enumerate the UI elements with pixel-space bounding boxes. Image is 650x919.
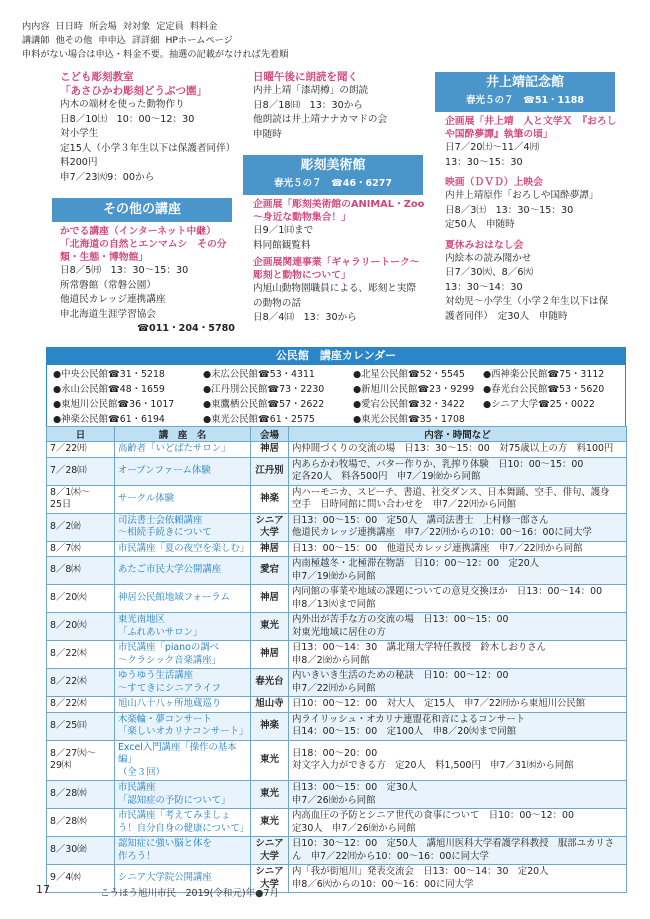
sonota-subtitle: 「北海道の自然とエンマムシ その分類・生態・博物館」 — [60, 239, 227, 263]
rodoku-section — [253, 70, 423, 142]
cell-detail: 内あらかわ牧場で、バター作りか、乳搾り体験 日10：00～15：00 定各20人 料各500円 申7／19㈮から同館 — [289, 457, 627, 485]
legend-line-2 — [22, 34, 632, 48]
calendar-body — [47, 442, 627, 893]
cell-title: 市民講座 「認知症の予防について」 — [115, 781, 251, 809]
cell-date: 8／30㈮ — [47, 837, 115, 865]
calendar-title: 公民館 講座カレンダー — [46, 347, 626, 365]
facility: ●末広公民館☎53・4311 — [203, 369, 315, 380]
cell-venue: 愛宕 — [251, 557, 289, 585]
cell-date: 8／20㈫ — [47, 585, 115, 613]
table-row — [47, 457, 627, 485]
legend-line-1 — [22, 20, 632, 34]
cell-detail: 内仲間づくりの交流の場 日13：30～15：00 対75歳以上の方 料100円 — [289, 442, 627, 458]
cell-date: 9／4㈬ — [47, 865, 115, 893]
cell-venue: シニア 大学 — [251, 865, 289, 893]
cell-date: 8／25㈰ — [47, 712, 115, 740]
chokoku-name: 彫刻美術館 — [300, 158, 366, 173]
legend-item: 所会場 — [89, 21, 117, 32]
table-row — [47, 541, 627, 557]
table-row — [47, 585, 627, 613]
kodomo-section — [60, 70, 235, 185]
legend-item: 対対象 — [122, 21, 151, 32]
table-row — [47, 669, 627, 697]
chokoku-item1-title: 企画展「彫刻美術館のANIMAL・Zoo～身近な動物集合！」 — [253, 199, 425, 223]
chokoku-section — [253, 198, 425, 326]
cell-detail: 内同館の事業や地域の課題についての意見交換ほか 日13：00～14：00 申8／13㈫まで同館 — [289, 585, 627, 613]
table-row — [47, 697, 627, 713]
table-row — [47, 513, 627, 541]
cell-venue: 旭山寺 — [251, 697, 289, 713]
facility: ●東鷹栖公民館☎57・2622 — [203, 399, 325, 410]
calendar-header-row — [47, 427, 627, 442]
facility-list — [46, 365, 626, 429]
cell-venue: 東光 — [251, 781, 289, 809]
cell-title: 市民講座「考えてみましょう！自分自身の健康について」 — [115, 809, 251, 837]
legend-item: 日日時 — [55, 21, 84, 32]
cell-venue: 神居 — [251, 585, 289, 613]
facility: ●江丹別公民館☎73・2230 — [203, 384, 325, 395]
cell-title: あたご市民大学公開講座 — [115, 557, 251, 585]
inoue-item1-body: 日7／20㈯～11／4㈪ 13：30～15：30 — [445, 142, 540, 168]
cell-title: オープンファーム体験 — [115, 457, 251, 485]
rodoku-body: 内井上靖「漆胡樽」の朗読 日8／18㈰ 13：30から 他朗読は井上靖ナナカマドの会 申随時 — [253, 85, 388, 140]
cell-detail: 内ライリッシュ・オカリナ連盟花和音によるコンサート 日14：00～15：00 定100人 申8／20㈫まで同館 — [289, 712, 627, 740]
legend-item: 申申込 — [98, 35, 126, 46]
inoue-item2-title: 映画（ＤＶＤ）上映会 — [445, 177, 543, 188]
legend-item: 詳詳細 — [131, 35, 160, 46]
kodomo-body: 内木の端材を使った動物作り 日8／10㈯ 10：00～12：30 対小学生 定15人（小学３年生以下は保護者同伴） 料200円 申7／23㈫9：00から — [60, 99, 231, 183]
legend-item: 内内容 — [22, 21, 50, 32]
cell-venue: 神居 — [251, 442, 289, 458]
cell-title: 市民講座「夏の夜空を楽しむ」 — [115, 541, 251, 557]
cell-title: サークル体験 — [115, 485, 251, 513]
chokoku-item2-body: 内旭山動物園職員による、彫刻と実際の動物の話 日8／4㈰ 13：30から — [253, 283, 417, 323]
cell-date: 8／22㈭ — [47, 697, 115, 713]
col-title: 講 座 名 — [115, 427, 251, 442]
facility-row — [53, 382, 621, 397]
facility: ●東光公民館☎35・1708 — [353, 414, 465, 425]
cell-title: シニア大学院公開講座 — [115, 865, 251, 893]
chokoku-item2-title: 企画展関連事業「ギャラリートーク～彫刻と動物について」 — [253, 257, 420, 281]
cell-venue: 東光 — [251, 613, 289, 641]
table-row — [47, 442, 627, 458]
sonota-header: その他の講座 — [52, 198, 232, 222]
legend-item: 他その他 — [55, 35, 93, 46]
sonota-section — [60, 225, 235, 337]
cell-date: 8／20㈫ — [47, 613, 115, 641]
cell-detail: 日13：00～15：00 定30人 申7／26㈮から同館 — [289, 781, 627, 809]
cell-date: 8／8㈭ — [47, 557, 115, 585]
col-detail: 内容・時間など — [289, 427, 627, 442]
inoue-item3-title: 夏休みおはなし会 — [445, 239, 524, 251]
table-row — [47, 740, 627, 781]
cell-title: 東光南地区 「ふれあいサロン」 — [115, 613, 251, 641]
cell-detail: 内外出が苦手な方の交流の場 日13：00～15：00 対東光地域に居住の方 — [289, 613, 627, 641]
sonota-title: かでる講座（インターネット中継） — [60, 226, 216, 237]
legend — [22, 20, 632, 62]
cell-detail: 内いきいき生活のための秘訣 日10：00～12：00 申7／22㈪から同館 — [289, 669, 627, 697]
inoue-name: 井上靖記念館 — [485, 75, 564, 90]
cell-title: 司法書士会依頼講座 ～相続手続きについて — [115, 513, 251, 541]
cell-detail: 内ハーモニカ、スピーチ、書道、社交ダンス、日本舞踊、空手、俳句、護身 空手 日時同館に問い合わせを 申7／22㈪から同館 — [289, 485, 627, 513]
table-row — [47, 809, 627, 837]
col-date: 日 — [47, 427, 115, 442]
table-row — [47, 485, 627, 513]
legend-item: 料料金 — [189, 21, 218, 32]
rodoku-title: 日曜午後に朗読を聞く — [253, 71, 358, 83]
cell-venue: 江丹別 — [251, 457, 289, 485]
cell-date: 8／7㈬ — [47, 541, 115, 557]
table-row — [47, 641, 627, 669]
cell-date: 7／28㈰ — [47, 457, 115, 485]
cell-detail: 日13：00～14：30 講北翔大学特任教授 鈴木しおりさん 申8／2㈮から同館 — [289, 641, 627, 669]
cell-venue: 東光 — [251, 740, 289, 781]
inoue-address: 春光５の７ ☎51・1188 — [466, 95, 584, 106]
cell-title: 神居公民館地域フォーラム — [115, 585, 251, 613]
cell-date: 8／22㈭ — [47, 641, 115, 669]
sonota-body: 日8／5㈪ 13：30～15：30 所常磐館（常磐公園） 他道民カレッジ連携講座 申北海道生涯学習協会 — [60, 265, 189, 320]
col-venue: 会場 — [251, 427, 289, 442]
facility: ●新旭川公民館☎23・9299 — [353, 384, 475, 395]
cell-detail: 日13：00～15：00 他道民カレッジ連携講座 申7／22㈪から同館 — [289, 541, 627, 557]
inoue-item3-body: 内絵本の読み聞かせ 日7／30㈫、8／6㈫ 13：30～14：30 対幼児～小学生（小学２年生以下は保護者同伴） 定30人 申随時 — [445, 252, 609, 322]
facility-row — [53, 367, 621, 382]
legend-item: 講講師 — [22, 35, 50, 46]
page-number: 17 — [36, 883, 50, 896]
cell-title: 認知症に強い脳と体を 作ろう！ — [115, 837, 251, 865]
sonota-tel: ☎011・204・5780 — [137, 323, 235, 334]
cell-title: 旭山八十八ヶ所地蔵巡り — [115, 697, 251, 713]
inoue-item1-title: 企画展「井上靖 人と文学Ｘ 『おろしや国酔夢譚』執筆の頃」 — [445, 116, 617, 140]
cell-detail: 日10：00～12：00 対大人 定15人 申7／22㈪から東旭川公民館 — [289, 697, 627, 713]
cell-date: 7／22㈪ — [47, 442, 115, 458]
facility-row — [53, 412, 621, 427]
cell-detail: 日10：30～12：00 定50人 講旭川医科大学看護学科教授 服部ユカリさん 申7／22㈪から10：00～16：00に同大学 — [289, 837, 627, 865]
table-row — [47, 557, 627, 585]
cell-detail: 内「我が街旭川」発表交流会 日13：00～14：30 定20人 申8／6㈫からの10：00～16：00に同大学 — [289, 865, 627, 893]
cell-title: 木楽輪・夢コンサート 「楽しいオカリナコンサート」 — [115, 712, 251, 740]
cell-venue: 東光 — [251, 809, 289, 837]
cell-title: 高齢者「いどばたサロン」 — [115, 442, 251, 458]
cell-date: 8／2㈮ — [47, 513, 115, 541]
inoue-item2-body: 内井上靖原作「おろしや国酔夢譚」 日8／3㈯ 13：30～15：30 定50人 申随時 — [445, 190, 599, 230]
facility: ●東旭川公民館☎36・1017 — [53, 399, 175, 410]
kodomo-subtitle: 「あさひかわ彫刻どうぶつ園」 — [60, 85, 207, 97]
cell-venue: 神居 — [251, 641, 289, 669]
cell-title: ゆうゆう生活講座 ～すてきにシニアライフ — [115, 669, 251, 697]
publication-name: こうほう旭川市民 2019(令和元)年●7月 — [100, 888, 279, 899]
cell-venue: 神居 — [251, 541, 289, 557]
legend-item: 定定員 — [156, 21, 184, 32]
table-row — [47, 837, 627, 865]
facility: ●永山公民館☎48・1659 — [53, 384, 165, 395]
cell-date: 8／28㈬ — [47, 809, 115, 837]
cell-date: 8／22㈭ — [47, 669, 115, 697]
cell-title: 市民講座「pianoの調べ ～クラシック音楽講座」 — [115, 641, 251, 669]
chokoku-address: 春光５の７ ☎46・6277 — [274, 178, 392, 189]
table-row — [47, 712, 627, 740]
cell-detail: 日13：00～15：00 定50人 講司法書士 上村修一郎さん 他道民カレッジ連携講座 申7／22㈪からの10：00～16：00に同大学 — [289, 513, 627, 541]
table-row — [47, 613, 627, 641]
cell-title: Excel入門講座「操作の基本編」 （全３回） — [115, 740, 251, 781]
facility: ●愛宕公民館☎32・3422 — [353, 399, 465, 410]
cell-detail: 内高血圧の予防とシニア世代の食事について 日10：00～12：00 定30人 申7／26㈮から同館 — [289, 809, 627, 837]
table-row — [47, 781, 627, 809]
facility: ●中央公民館☎31・5218 — [53, 369, 165, 380]
facility: ●シニア大学☎25・0022 — [483, 399, 595, 410]
inoue-header — [435, 72, 615, 112]
chokoku-item1-body: 日9／1㈰まで 料同館観覧料 — [253, 225, 314, 251]
facility-row — [53, 397, 621, 412]
facility: ●神楽公民館☎61・6194 — [53, 414, 165, 425]
facility: ●東光公民館☎61・2575 — [203, 414, 315, 425]
legend-item: HPホームページ — [165, 35, 233, 46]
cell-date: 8／28㈬ — [47, 781, 115, 809]
legend-note: 申料がない場合は申込・料金不要。抽選の記載がなければ先着順 — [22, 49, 289, 60]
cell-venue: 春光台 — [251, 669, 289, 697]
facility: ●春光台公民館☎53・5620 — [483, 384, 605, 395]
facility: ●西神楽公民館☎75・3112 — [483, 369, 605, 380]
cell-detail: 内南極越冬・北極滞在物語 日10：00～12：00 定20人 申7／19㈮から同館 — [289, 557, 627, 585]
facility: ●北星公民館☎52・5545 — [353, 369, 465, 380]
inoue-section — [445, 115, 617, 324]
cell-venue: 神楽 — [251, 485, 289, 513]
calendar-table — [46, 426, 627, 893]
cell-detail: 日18：00～20：00 対文字入力ができる方 定20人 料1,500円 申7／31㈬から同館 — [289, 740, 627, 781]
cell-date: 8／27㈫～ 29㈭ — [47, 740, 115, 781]
cell-venue: シニア 大学 — [251, 837, 289, 865]
cell-date: 8／1㈭～ 25日 — [47, 485, 115, 513]
chokoku-header — [243, 155, 423, 195]
cell-venue: シニア 大学 — [251, 513, 289, 541]
cell-venue: 神楽 — [251, 712, 289, 740]
kodomo-title: こども彫刻教室 — [60, 71, 134, 83]
